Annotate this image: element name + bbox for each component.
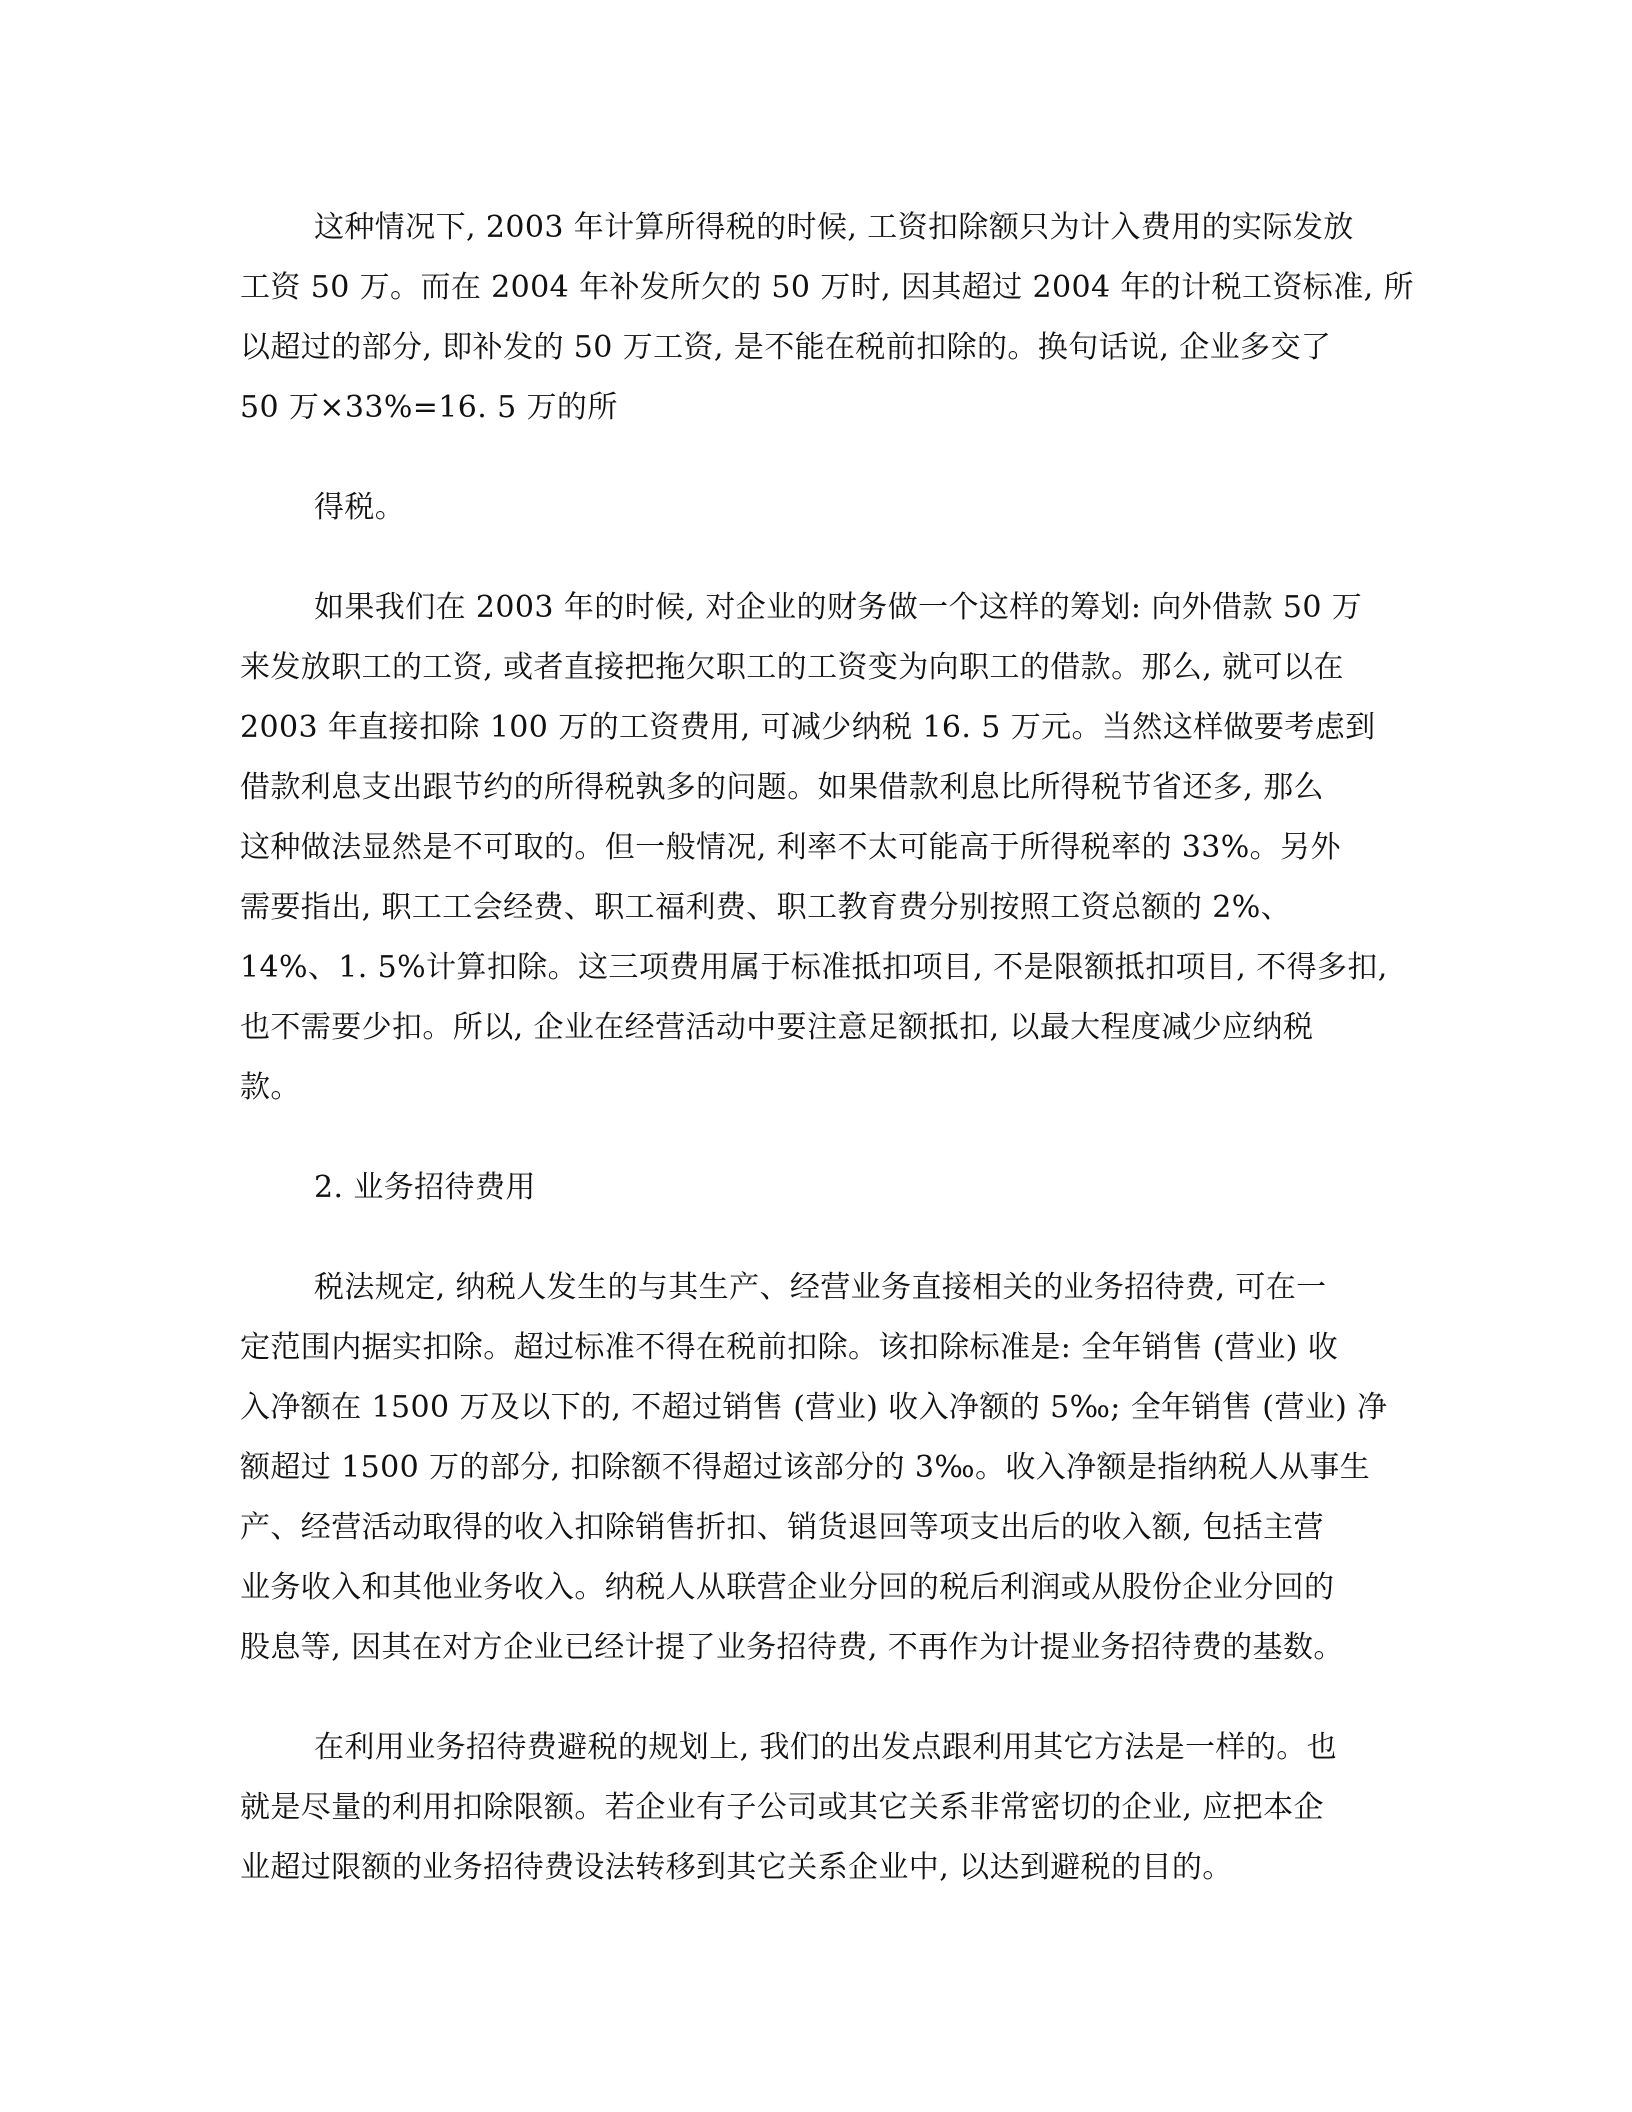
paragraph-3-line-1: 如果我们在 2003 年的时候, 对企业的财务做一个这样的筹划: 向外借款 50 万 xyxy=(314,590,1363,625)
paragraph-5-line-2: 定范围内据实扣除。超过标准不得在税前扣除。该扣除标准是: 全年销售 (营业) 收 xyxy=(240,1330,1339,1365)
paragraph-6-line-2: 就是尽量的利用扣除限额。若企业有子公司或其它关系非常密切的企业, 应把本企 xyxy=(240,1790,1324,1825)
paragraph-5-line-7: 股息等, 因其在对方企业已经计提了业务招待费, 不再作为计提业务招待费的基数。 xyxy=(240,1630,1344,1665)
paragraph-1-line-4: 50 万×33%=16. 5 万的所 xyxy=(240,390,618,425)
paragraph-3-line-5: 这种做法显然是不可取的。但一般情况, 利率不太可能高于所得税率的 33%。另外 xyxy=(240,830,1341,865)
paragraph-1-line-1: 这种情况下, 2003 年计算所得税的时候, 工资扣除额只为计入费用的实际发放 xyxy=(314,210,1354,245)
paragraph-5-line-1: 税法规定, 纳税人发生的与其生产、经营业务直接相关的业务招待费, 可在一 xyxy=(314,1270,1327,1305)
section-heading: 2. 业务招待费用 xyxy=(314,1170,536,1205)
paragraph-2-line-1: 得税。 xyxy=(314,490,406,525)
paragraph-3-line-7: 14%、1. 5%计算扣除。这三项费用属于标准抵扣项目, 不是限额抵扣项目, 不得多扣, xyxy=(240,950,1388,985)
paragraph-6-line-1: 在利用业务招待费避税的规划上, 我们的出发点跟利用其它方法是一样的。也 xyxy=(314,1730,1338,1765)
paragraph-6-line-3: 业超过限额的业务招待费设法转移到其它关系企业中, 以达到避税的目的。 xyxy=(240,1850,1233,1885)
paragraph-3-line-4: 借款利息支出跟节约的所得税孰多的问题。如果借款利息比所得税节省还多, 那么 xyxy=(240,770,1324,805)
paragraph-1-line-2: 工资 50 万。而在 2004 年补发所欠的 50 万时, 因其超过 2004 年的计税工资标准, 所 xyxy=(240,270,1414,305)
paragraph-5-line-5: 产、经营活动取得的收入扣除销售折扣、销货退回等项支出后的收入额, 包括主营 xyxy=(240,1510,1324,1545)
paragraph-5-line-3: 入净额在 1500 万及以下的, 不超过销售 (营业) 收入净额的 5‰; 全年销售 (营业) 净 xyxy=(240,1390,1388,1425)
paragraph-3-line-6: 需要指出, 职工工会经费、职工福利费、职工教育费分别按照工资总额的 2%、 xyxy=(240,890,1291,925)
paragraph-3-line-2: 来发放职工的工资, 或者直接把拖欠职工的工资变为向职工的借款。那么, 就可以在 xyxy=(240,650,1344,685)
paragraph-3-line-9: 款。 xyxy=(240,1070,301,1105)
paragraph-5-line-6: 业务收入和其他业务收入。纳税人从联营企业分回的税后利润或从股份企业分回的 xyxy=(240,1570,1335,1605)
paragraph-3-line-8: 也不需要少扣。所以, 企业在经营活动中要注意足额抵扣, 以最大程度减少应纳税 xyxy=(240,1010,1314,1045)
paragraph-5-line-4: 额超过 1500 万的部分, 扣除额不得超过该部分的 3‰。收入净额是指纳税人从事生 xyxy=(240,1450,1371,1485)
paragraph-3-line-3: 2003 年直接扣除 100 万的工资费用, 可减少纳税 16. 5 万元。当然这样做要考虑到 xyxy=(240,710,1376,745)
paragraph-1-line-3: 以超过的部分, 即补发的 50 万工资, 是不能在税前扣除的。换句话说, 企业多交了 xyxy=(240,330,1332,365)
